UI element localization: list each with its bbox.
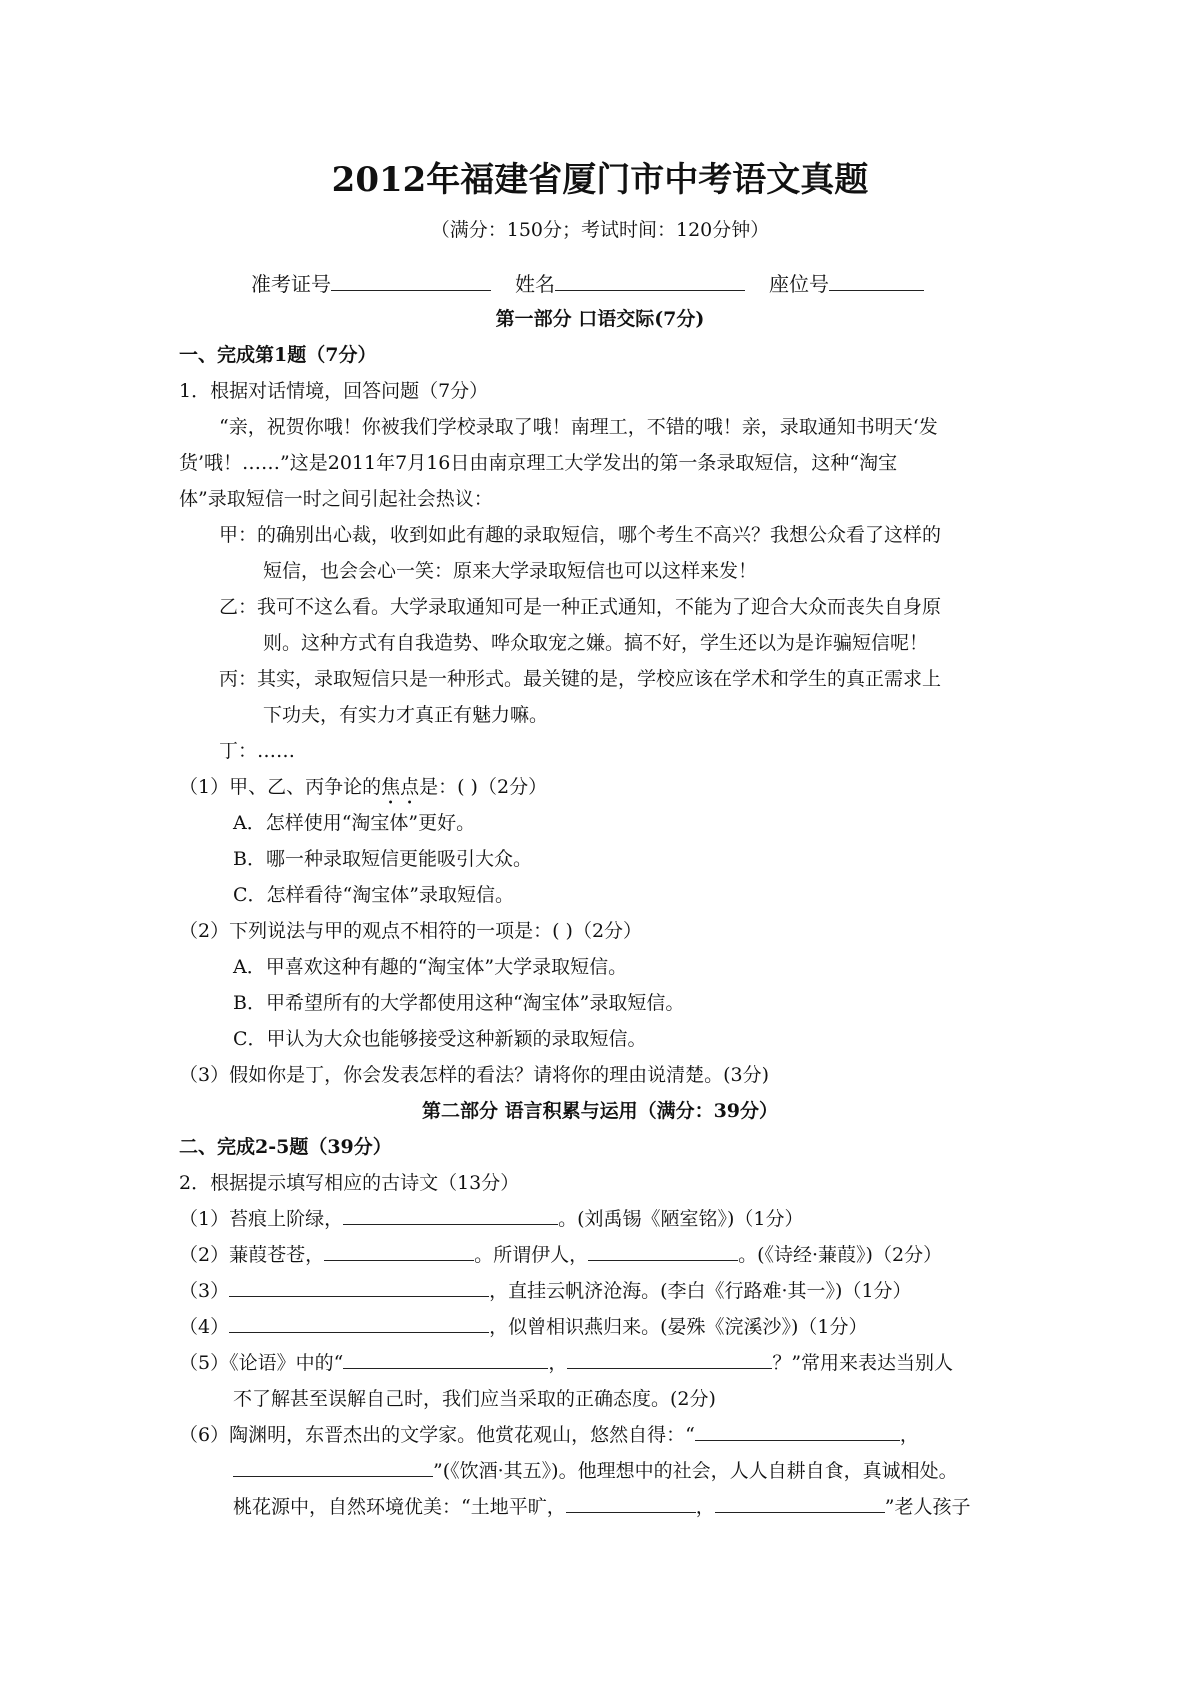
section2-heading: 二、完成2-5题（39分）	[179, 1136, 392, 1158]
item-text: ，直挂云帆济沧海。(李白《行路难·其一》)（1分）	[489, 1280, 912, 1302]
dialog-line: 丁：……	[219, 740, 296, 762]
answer-blank[interactable]	[588, 1242, 738, 1261]
item-text: 桃花源中，自然环境优美：“土地平旷，	[233, 1496, 566, 1518]
answer-blank[interactable]	[343, 1206, 558, 1225]
item-text: ”老人孩子	[884, 1496, 971, 1518]
dialog-line: 乙：我可不这么看。大学录取通知可是一种正式通知，不能为了迎合大众而丧失自身原	[219, 596, 942, 618]
part1-heading: 第一部分 口语交际(7分)	[495, 308, 705, 330]
passage-line: 货’哦！……”这是2011年7月16日由南京理工大学发出的第一条录取短信，这种“淘宝	[179, 452, 898, 474]
dialog-line: 下功夫，有实力才真正有魅力嘛。	[263, 704, 549, 726]
sub-question-1	[179, 774, 547, 809]
sub-question-3: （3）假如你是丁，你会发表怎样的看法？请将你的理由说清楚。(3分)	[179, 1064, 770, 1086]
item-text: ，	[695, 1496, 715, 1518]
poem-item-5-cont: 不了解甚至误解自己时，我们应当采取的正确态度。(2分)	[233, 1388, 716, 1410]
part2-heading: 第二部分 语言积累与运用（满分：39分）	[421, 1100, 779, 1122]
dialog-line: 则。这种方式有自我造势、哗众取宠之嫌。搞不好，学生还以为是诈骗短信呢！	[263, 632, 929, 654]
item-text: 。(《诗经·蒹葭》)（2分）	[738, 1244, 943, 1266]
poem-item-6-cont	[233, 1494, 970, 1520]
exam-number-field[interactable]	[331, 272, 491, 291]
dialog-line: 丙：其实，录取短信只是一种形式。最关键的是，学校应该在学术和学生的真正需求上	[219, 668, 942, 690]
poem-item-6-cont	[233, 1458, 958, 1484]
item-text: ，	[899, 1424, 919, 1446]
answer-blank[interactable]	[343, 1350, 548, 1369]
seat-field[interactable]	[829, 272, 924, 291]
item-text: （4）	[179, 1316, 230, 1338]
poem-item-6	[179, 1422, 919, 1448]
item-text: 。(刘禹锡《陋室铭》)（1分）	[558, 1208, 804, 1230]
item-text: （2）蒹葭苍苍，	[179, 1244, 325, 1266]
sub-question-1-text: （1）甲、乙、丙争论的	[179, 776, 382, 798]
item-text: （1）苔痕上阶绿，	[179, 1208, 344, 1230]
poem-item-2	[179, 1242, 942, 1268]
poem-item-3	[179, 1278, 912, 1304]
name-field[interactable]	[555, 272, 745, 291]
answer-blank[interactable]	[715, 1494, 885, 1513]
item-text: ？”常用来表达当别人	[772, 1352, 954, 1374]
exam-subtitle: （满分：150分；考试时间：120分钟）	[430, 219, 770, 241]
option-a: A．怎样使用“淘宝体”更好。	[233, 812, 476, 834]
item-text: ”(《饮酒·其五》)。他理想中的社会，人人自耕自食，真诚相处。	[433, 1460, 958, 1482]
option-c: C．甲认为大众也能够接受这种新颖的录取短信。	[233, 1028, 647, 1050]
option-c: C．怎样看待“淘宝体”录取短信。	[233, 884, 514, 906]
item-text: ，似曾相识燕归来。(晏殊《浣溪沙》)（1分）	[489, 1316, 868, 1338]
item-text: ，	[548, 1352, 568, 1374]
question-2: 2．根据提示填写相应的古诗文（13分）	[179, 1172, 520, 1194]
answer-blank[interactable]	[233, 1458, 433, 1477]
sub-question-1-text: 是：( )（2分）	[419, 776, 548, 798]
exam-number-label: 准考证号	[251, 272, 331, 296]
question-1: 1．根据对话情境，回答问题（7分）	[179, 380, 489, 402]
dialog-line: 短信，也会会心一笑：原来大学录取短信也可以这样来发！	[263, 560, 758, 582]
answer-blank[interactable]	[695, 1422, 900, 1441]
passage-line: “亲，祝贺你哦！你被我们学校录取了哦！南理工，不错的哦！亲，录取通知书明天‘发	[219, 416, 938, 438]
item-text: 。所谓伊人，	[474, 1244, 589, 1266]
candidate-info-row	[251, 271, 924, 297]
answer-blank[interactable]	[229, 1278, 489, 1297]
passage-line: 体”录取短信一时之间引起社会热议：	[179, 488, 493, 510]
item-text: （5）《论语》中的“	[179, 1352, 344, 1374]
option-b: B．甲希望所有的大学都使用这种“淘宝体”录取短信。	[233, 992, 685, 1014]
answer-blank[interactable]	[229, 1314, 489, 1333]
name-label: 姓名	[515, 272, 555, 296]
poem-item-1	[179, 1206, 804, 1232]
answer-blank[interactable]	[324, 1242, 474, 1261]
answer-blank[interactable]	[567, 1350, 772, 1369]
section1-heading: 一、完成第1题（7分）	[179, 344, 377, 366]
item-text: （3）	[179, 1280, 230, 1302]
sub-question-2: （2）下列说法与甲的观点不相符的一项是：( )（2分）	[179, 920, 643, 942]
answer-blank[interactable]	[566, 1494, 696, 1513]
seat-label: 座位号	[769, 272, 829, 296]
option-b: B．哪一种录取短信更能吸引大众。	[233, 848, 532, 870]
dialog-line: 甲：的确别出心裁，收到如此有趣的录取短信，哪个考生不高兴？我想公众看了这样的	[219, 524, 942, 546]
item-text: （6）陶渊明，东晋杰出的文学家。他赏花观山，悠然自得：“	[179, 1424, 695, 1446]
page-title: 2012年福建省厦门市中考语文真题	[331, 160, 869, 200]
emphasized-word: 焦点	[381, 776, 420, 798]
poem-item-4	[179, 1314, 868, 1340]
poem-item-5	[179, 1350, 953, 1376]
option-a: A．甲喜欢这种有趣的“淘宝体”大学录取短信。	[233, 956, 628, 978]
